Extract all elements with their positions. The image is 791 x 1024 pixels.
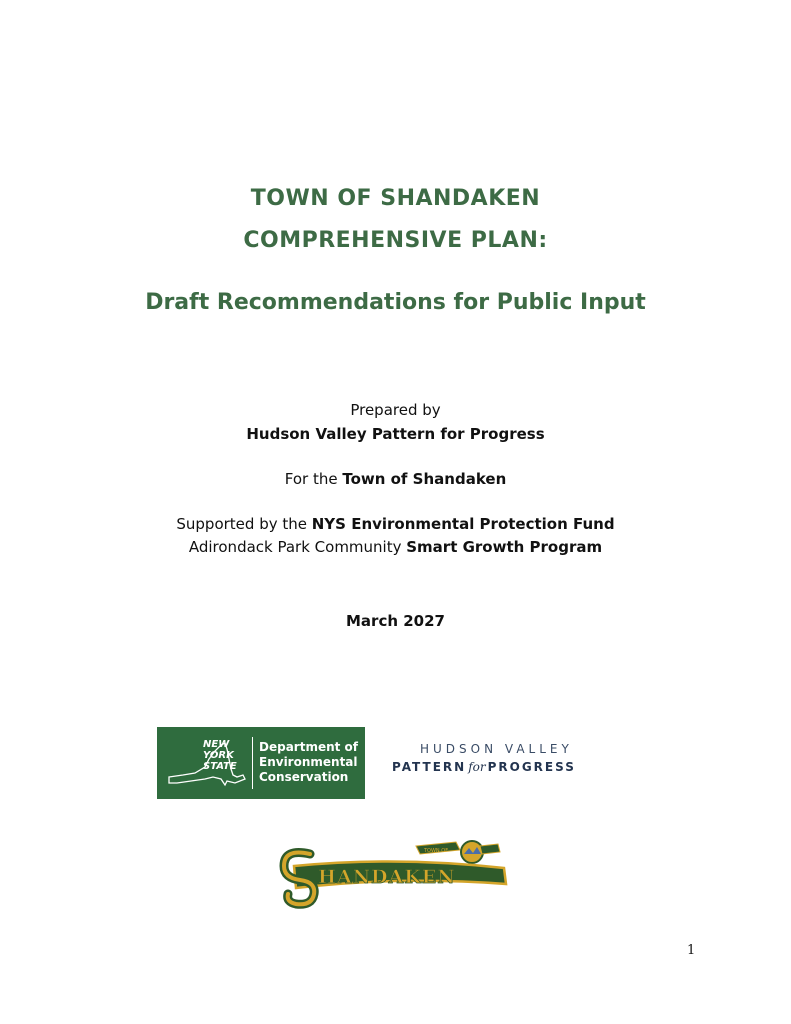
pattern-for-progress-logo xyxy=(388,742,610,782)
support-line-1-bold: NYS Environmental Protection Fund xyxy=(311,515,615,533)
prepared-by-organization: Hudson Valley Pattern for Progress xyxy=(246,425,545,443)
support-line-1-prefix: Supported by the xyxy=(176,515,312,533)
support-line-1 xyxy=(0,515,791,533)
hvp-for: for xyxy=(468,760,486,774)
dec-line-2: Environmental xyxy=(259,755,358,769)
nys-line-york: YORK xyxy=(203,750,234,761)
nys-line-state: STATE xyxy=(203,761,237,772)
nys-line-new: NEW xyxy=(203,739,230,750)
prepared-by-label: Prepared by xyxy=(350,401,441,419)
publication-date: March 2027 xyxy=(346,612,445,630)
svg-text:HANDAKEN: HANDAKEN xyxy=(318,866,456,888)
nys-wordmark xyxy=(203,739,237,772)
support-line-2 xyxy=(0,538,791,556)
title-line-2: COMPREHENSIVE PLAN: xyxy=(243,228,548,253)
support-line-2-bold: Smart Growth Program xyxy=(406,538,603,556)
dec-wordmark xyxy=(259,740,358,785)
dec-logo-divider xyxy=(252,737,253,789)
subtitle: Draft Recommendations for Public Input xyxy=(145,290,646,315)
dec-line-1: Department of xyxy=(259,740,359,754)
hvp-pattern: PATTERN xyxy=(392,760,467,774)
svg-text:TOWN OF: TOWN OF xyxy=(424,848,449,854)
support-line-2-prefix: Adirondack Park Community xyxy=(188,538,407,556)
page-number: 1 xyxy=(687,943,696,958)
shandaken-logo xyxy=(276,838,514,912)
nys-dec-logo xyxy=(157,727,365,799)
for-entity: Town of Shandaken xyxy=(342,470,507,488)
for-prefix: For the xyxy=(284,470,343,488)
for-line xyxy=(0,470,791,488)
hvp-logo-top: HUDSON VALLEY xyxy=(420,742,573,756)
hvp-logo-bottom xyxy=(392,760,576,774)
dec-line-3: Conservation xyxy=(259,770,349,784)
title-line-1: TOWN OF SHANDAKEN xyxy=(250,186,541,211)
hvp-progress: PROGRESS xyxy=(487,760,576,774)
